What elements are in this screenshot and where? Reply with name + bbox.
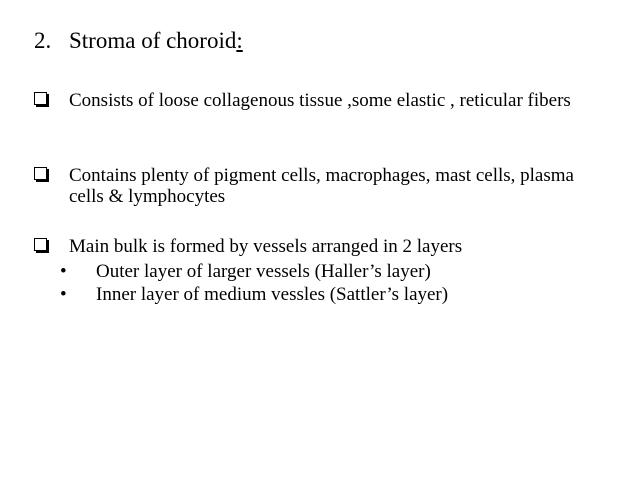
heading-colon: : — [236, 28, 243, 53]
bullet-dot-icon: • — [60, 284, 67, 305]
bullet-text-3: Main bulk is formed by vessels arranged in 2 layers — [69, 236, 463, 257]
checkbox-square-icon — [34, 92, 47, 105]
sub-bullet-text-2: Inner layer of medium vessles (Sattler’s layer) — [96, 284, 449, 305]
bullet-dot-icon: • — [60, 261, 67, 282]
heading-number: 2. — [34, 28, 52, 53]
sub-bullet-text-1: Outer layer of larger vessels (Haller’s layer) — [96, 261, 431, 282]
checkbox-square-icon — [34, 167, 47, 180]
bullet-text-2: Contains plenty of pigment cells, macrophages, mast cells, plasma cells & lymphocytes — [69, 165, 574, 207]
bullet-text-1: Consists of loose collagenous tissue ,some elastic , reticular fibers — [69, 90, 571, 111]
heading-title: Stroma of choroid — [69, 28, 237, 53]
slide-heading — [34, 27, 249, 55]
checkbox-square-icon — [34, 238, 47, 251]
